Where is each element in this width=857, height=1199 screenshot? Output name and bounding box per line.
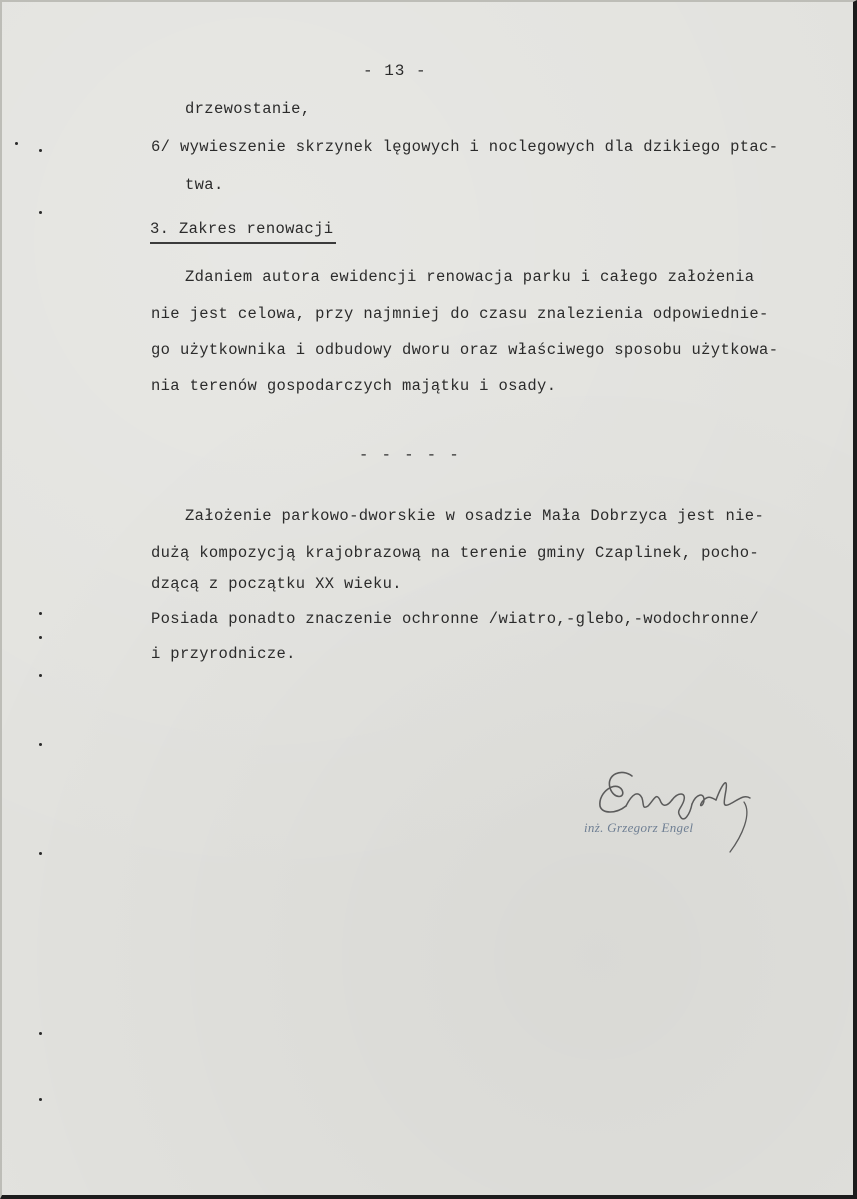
margin-mark — [39, 211, 42, 214]
section-heading: 3. Zakres renowacji — [150, 220, 334, 238]
signature-stamp: inż. Grzegorz Engel — [584, 820, 694, 835]
paragraph-line: go użytkownika i odbudowy dworu oraz właściwego sposobu użytkowa- — [151, 341, 779, 359]
paragraph-line: Posiada ponadto znaczenie ochronne /wiatro,-glebo,-wodochronne/ — [151, 610, 760, 628]
handwritten-signature — [592, 754, 772, 864]
margin-mark — [39, 1032, 42, 1035]
list-continuation-line: drzewostanie, — [185, 100, 311, 118]
heading-underline — [150, 242, 336, 244]
paragraph-line: Założenie parkowo-dworskie w osadzie Mała Dobrzyca jest nie- — [185, 507, 765, 525]
page-number: - 13 - — [363, 62, 427, 80]
paragraph-line: dużą kompozycją krajobrazową na terenie gminy Czaplinek, pocho- — [151, 544, 760, 562]
margin-mark — [39, 674, 42, 677]
list-continuation-line: twa. — [185, 176, 224, 194]
paragraph-line: Zdaniem autora ewidencji renowacja parku i całego założenia — [185, 268, 755, 286]
paragraph-line: nia terenów gospodarczych majątku i osady. — [151, 377, 557, 395]
margin-mark — [39, 1098, 42, 1101]
margin-mark — [39, 149, 42, 152]
margin-mark — [15, 142, 18, 145]
margin-mark — [39, 612, 42, 615]
paragraph-line: nie jest celowa, przy najmniej do czasu znalezienia odpowiednie- — [151, 305, 769, 323]
margin-mark — [39, 636, 42, 639]
margin-mark — [39, 852, 42, 855]
paragraph-line: i przyrodnicze. — [151, 645, 296, 663]
margin-mark — [39, 743, 42, 746]
list-item-6: 6/ wywieszenie skrzynek lęgowych i noclegowych dla dzikiego ptac- — [151, 138, 779, 156]
section-separator: - - - - - — [359, 446, 461, 464]
paragraph-line: dzącą z początku XX wieku. — [151, 575, 402, 593]
